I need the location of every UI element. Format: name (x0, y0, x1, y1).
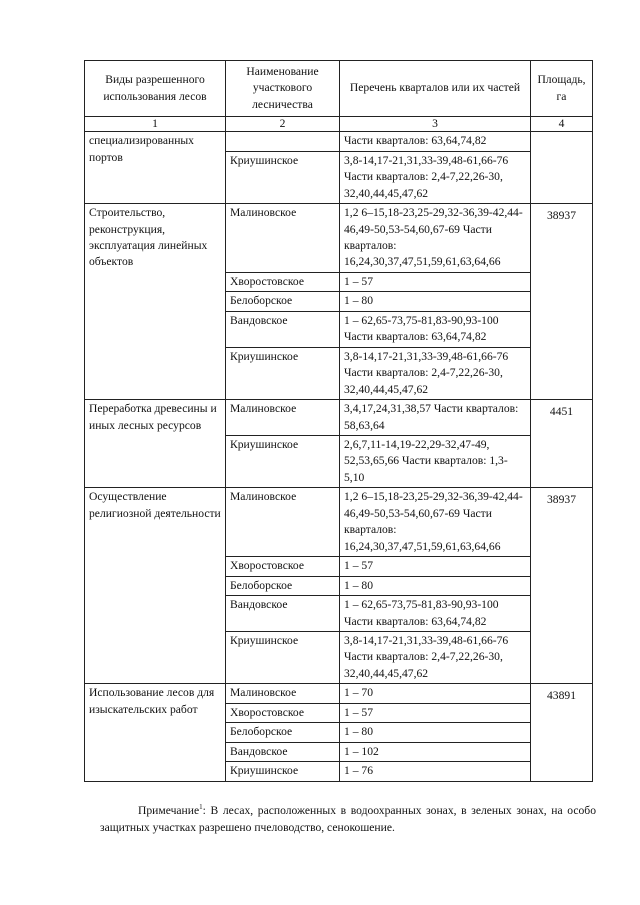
quarters-cell: 1 – 57 (340, 703, 531, 722)
header-area: Площадь, га (531, 61, 593, 117)
footnote (100, 802, 596, 837)
use-type-cell: Переработка древесины и иных лесных ресурсов (85, 400, 226, 488)
forestry-cell: Малиновское (226, 400, 340, 436)
header-quarters: Перечень кварталов или их частей (340, 61, 531, 117)
forestry-cell: Хворостовское (226, 557, 340, 576)
forestry-cell: Криушинское (226, 435, 340, 487)
forestry-cell: Криушинское (226, 762, 340, 781)
quarters-cell: 1 – 57 (340, 272, 531, 291)
quarters-cell: 1 – 80 (340, 576, 531, 595)
quarters-cell: 1 – 62,65-73,75-81,83-90,93-100 Части кварталов: 63,64,74,82 (340, 596, 531, 632)
quarters-cell: 1 – 57 (340, 557, 531, 576)
header-row (85, 61, 593, 117)
column-number-row (85, 117, 593, 132)
document (84, 60, 592, 782)
use-type-cell: Строительство, реконструкция, эксплуатация линейных объектов (85, 204, 226, 400)
forestry-cell: Белоборское (226, 723, 340, 742)
quarters-cell: 1 – 80 (340, 723, 531, 742)
quarters-cell: 3,8-14,17-21,31,33-39,48-61,66-76 Части кварталов: 2,4-7,22,26-30, 32,40,44,45,47,62 (340, 347, 531, 399)
table-body (85, 132, 593, 781)
column-number: 2 (226, 117, 340, 132)
area-cell: 43891 (531, 684, 593, 781)
forestry-cell: Малиновское (226, 204, 340, 273)
column-number: 3 (340, 117, 531, 132)
quarters-cell: Части кварталов: 63,64,74,82 (340, 132, 531, 151)
forestry-cell: Белоборское (226, 576, 340, 595)
column-number: 4 (531, 117, 593, 132)
forest-use-table (84, 60, 593, 782)
header-use-type: Виды разрешенного использования лесов (85, 61, 226, 117)
header-forestry: Наименование участкового лесничества (226, 61, 340, 117)
footnote-text (100, 802, 596, 837)
area-cell: 4451 (531, 400, 593, 488)
table-row (85, 488, 593, 557)
forestry-cell: Криушинское (226, 151, 340, 203)
forestry-cell: Криушинское (226, 631, 340, 683)
area-cell: 38937 (531, 488, 593, 684)
footnote-marker: 1 (199, 803, 203, 812)
forestry-cell: Малиновское (226, 684, 340, 703)
forestry-cell: Хворостовское (226, 272, 340, 291)
footnote-body: : В лесах, расположенных в водоохранных зонах, в зеленых зонах, на особо защитных участках разрешено пчеловодство, сенокошение. (100, 804, 596, 835)
quarters-cell: 2,6,7,11-14,19-22,29-32,47-49, 52,53,65,66 Части кварталов: 1,3-5,10 (340, 435, 531, 487)
table-row (85, 132, 593, 151)
area-cell (531, 132, 593, 204)
quarters-cell: 1 – 62,65-73,75-81,83-90,93-100 Части кварталов: 63,64,74,82 (340, 311, 531, 347)
forestry-cell: Хворостовское (226, 703, 340, 722)
quarters-cell: 1 – 80 (340, 292, 531, 311)
forestry-cell: Малиновское (226, 488, 340, 557)
quarters-cell: 3,4,17,24,31,38,57 Части кварталов: 58,63,64 (340, 400, 531, 436)
forestry-cell: Вандовское (226, 742, 340, 761)
forestry-cell: Вандовское (226, 311, 340, 347)
area-cell: 38937 (531, 204, 593, 400)
forestry-cell: Белоборское (226, 292, 340, 311)
table-row (85, 400, 593, 436)
quarters-cell: 1 – 70 (340, 684, 531, 703)
quarters-cell: 1,2 6–15,18-23,25-29,32-36,39-42,44-46,49-50,53-54,60,67-69 Части кварталов: 16,24,30,37,47,51,59,61,63,64,66 (340, 488, 531, 557)
quarters-cell: 1 – 76 (340, 762, 531, 781)
forestry-cell (226, 132, 340, 151)
use-type-cell: Использование лесов для изыскательских работ (85, 684, 226, 781)
quarters-cell: 1 – 102 (340, 742, 531, 761)
forestry-cell: Криушинское (226, 347, 340, 399)
footnote-label: Примечание (138, 804, 200, 817)
quarters-cell: 1,2 6–15,18-23,25-29,32-36,39-42,44-46,49-50,53-54,60,67-69 Части кварталов: 16,24,30,37,47,51,59,61,63,64,66 (340, 204, 531, 273)
table-row (85, 204, 593, 273)
quarters-cell: 3,8-14,17-21,31,33-39,48-61,66-76 Части кварталов: 2,4-7,22,26-30, 32,40,44,45,47,62 (340, 151, 531, 203)
table-row (85, 684, 593, 703)
quarters-cell: 3,8-14,17-21,31,33-39,48-61,66-76 Части кварталов: 2,4-7,22,26-30, 32,40,44,45,47,62 (340, 631, 531, 683)
use-type-cell: Осуществление религиозной деятельности (85, 488, 226, 684)
use-type-cell: специализированных портов (85, 132, 226, 204)
forestry-cell: Вандовское (226, 596, 340, 632)
column-number: 1 (85, 117, 226, 132)
